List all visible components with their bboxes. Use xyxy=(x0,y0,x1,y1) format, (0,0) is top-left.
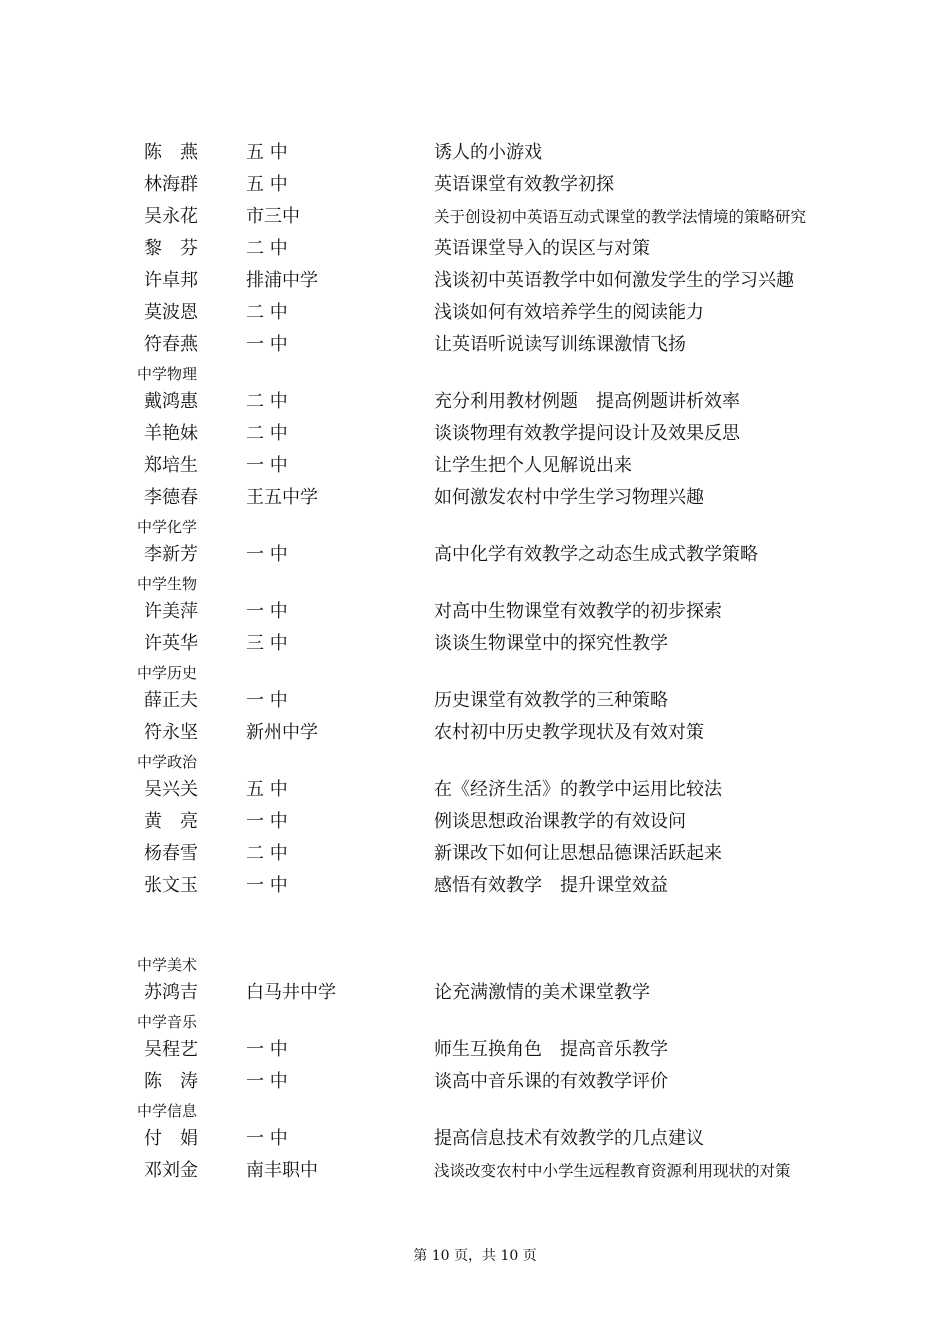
author-name: 吴永花 xyxy=(144,206,198,227)
author-name: 李德春 xyxy=(144,487,198,508)
paper-row xyxy=(0,265,950,297)
paper-title: 充分利用教材例题 提高例题讲析效率 xyxy=(434,391,740,412)
school-name: 新州中学 xyxy=(246,722,318,743)
school-name: 二 中 xyxy=(246,391,288,412)
paper-row xyxy=(0,169,950,201)
school-name: 五 中 xyxy=(246,779,288,800)
school-name: 一 中 xyxy=(246,690,288,711)
school-name: 二 中 xyxy=(246,423,288,444)
paper-row xyxy=(0,297,950,329)
paper-row xyxy=(0,418,950,450)
author-name: 黄 亮 xyxy=(144,811,198,832)
paper-row xyxy=(0,1155,950,1187)
paper-title: 浅谈如何有效培养学生的阅读能力 xyxy=(434,302,704,323)
school-name: 三 中 xyxy=(246,633,288,654)
paper-row xyxy=(0,137,950,169)
paper-title: 谈谈物理有效教学提问设计及效果反思 xyxy=(434,423,740,444)
author-name: 苏鸿吉 xyxy=(144,982,198,1003)
paper-row xyxy=(0,838,950,870)
paper-title: 感悟有效教学 提升课堂效益 xyxy=(434,875,668,896)
author-name: 符春燕 xyxy=(144,334,198,355)
author-name: 陈 燕 xyxy=(144,142,198,163)
author-name: 黎 芬 xyxy=(144,238,198,259)
paper-row xyxy=(0,201,950,233)
author-name: 吴程艺 xyxy=(144,1039,198,1060)
paper-row xyxy=(0,233,950,265)
school-name: 二 中 xyxy=(246,238,288,259)
paper-title: 浅谈初中英语教学中如何激发学生的学习兴趣 xyxy=(434,270,794,291)
paper-title: 例谈思想政治课教学的有效设问 xyxy=(434,811,686,832)
author-name: 许英华 xyxy=(144,633,198,654)
paper-row xyxy=(0,1034,950,1066)
paper-row xyxy=(0,482,950,514)
school-name: 一 中 xyxy=(246,1039,288,1060)
category-heading: 中学美术 xyxy=(137,956,198,974)
school-name: 南丰职中 xyxy=(246,1160,318,1181)
author-name: 吴兴关 xyxy=(144,779,198,800)
school-name: 排浦中学 xyxy=(246,270,318,291)
author-name: 莫波恩 xyxy=(144,302,198,323)
paper-title: 关于创设初中英语互动式课堂的教学法情境的策略研究 xyxy=(434,208,807,226)
school-name: 市三中 xyxy=(246,206,300,227)
school-name: 五 中 xyxy=(246,174,288,195)
category-heading: 中学化学 xyxy=(137,518,198,536)
paper-row xyxy=(0,870,950,902)
paper-title: 浅谈改变农村中小学生远程教育资源利用现状的对策 xyxy=(434,1162,791,1180)
category-heading: 中学政治 xyxy=(137,753,198,771)
school-name: 白马井中学 xyxy=(246,982,336,1003)
category-heading: 中学历史 xyxy=(137,664,198,682)
category-heading: 中学信息 xyxy=(137,1102,198,1120)
paper-row xyxy=(0,806,950,838)
author-name: 杨春雪 xyxy=(144,843,198,864)
paper-title: 英语课堂导入的误区与对策 xyxy=(434,238,650,259)
author-name: 张文玉 xyxy=(144,875,198,896)
paper-title: 高中化学有效教学之动态生成式教学策略 xyxy=(434,544,758,565)
paper-title: 农村初中历史教学现状及有效对策 xyxy=(434,722,704,743)
author-name: 郑培生 xyxy=(144,455,198,476)
category-heading: 中学物理 xyxy=(137,365,198,383)
paper-row xyxy=(0,628,950,660)
paper-title: 对高中生物课堂有效教学的初步探索 xyxy=(434,601,722,622)
paper-title: 让英语听说读写训练课激情飞扬 xyxy=(434,334,686,355)
paper-title: 师生互换角色 提高音乐教学 xyxy=(434,1039,668,1060)
paper-title: 新课改下如何让思想品德课活跃起来 xyxy=(434,843,722,864)
category-heading: 中学音乐 xyxy=(137,1013,198,1031)
school-name: 一 中 xyxy=(246,1071,288,1092)
school-name: 一 中 xyxy=(246,601,288,622)
author-name: 许卓邦 xyxy=(144,270,198,291)
author-name: 李新芳 xyxy=(144,544,198,565)
paper-row xyxy=(0,717,950,749)
author-name: 戴鸿惠 xyxy=(144,391,198,412)
paper-row xyxy=(0,450,950,482)
author-name: 林海群 xyxy=(144,174,198,195)
paper-title: 谈高中音乐课的有效教学评价 xyxy=(434,1071,668,1092)
school-name: 一 中 xyxy=(246,334,288,355)
page-footer: 第 10 页，共 10 页 xyxy=(413,1248,537,1264)
school-name: 王五中学 xyxy=(246,487,318,508)
paper-row xyxy=(0,1066,950,1098)
paper-title: 谈谈生物课堂中的探究性教学 xyxy=(434,633,668,654)
paper-row xyxy=(0,774,950,806)
school-name: 五 中 xyxy=(246,142,288,163)
paper-title: 让学生把个人见解说出来 xyxy=(434,455,632,476)
paper-row xyxy=(0,596,950,628)
school-name: 二 中 xyxy=(246,843,288,864)
school-name: 一 中 xyxy=(246,875,288,896)
author-name: 许美萍 xyxy=(144,601,198,622)
paper-row xyxy=(0,386,950,418)
school-name: 一 中 xyxy=(246,811,288,832)
paper-title: 诱人的小游戏 xyxy=(434,142,542,163)
author-name: 羊艳妹 xyxy=(144,423,198,444)
school-name: 一 中 xyxy=(246,544,288,565)
category-heading: 中学生物 xyxy=(137,575,198,593)
author-name: 符永坚 xyxy=(144,722,198,743)
paper-title: 英语课堂有效教学初探 xyxy=(434,174,614,195)
school-name: 一 中 xyxy=(246,455,288,476)
paper-row xyxy=(0,1123,950,1155)
paper-row xyxy=(0,977,950,1009)
author-name: 邓刘金 xyxy=(144,1160,198,1181)
paper-title: 如何激发农村中学生学习物理兴趣 xyxy=(434,487,704,508)
author-name: 薛正夫 xyxy=(144,690,198,711)
school-name: 二 中 xyxy=(246,302,288,323)
author-name: 陈 涛 xyxy=(144,1071,198,1092)
paper-title: 在《经济生活》的教学中运用比较法 xyxy=(434,779,722,800)
paper-title: 论充满激情的美术课堂教学 xyxy=(434,982,650,1003)
paper-row xyxy=(0,539,950,571)
paper-title: 提高信息技术有效教学的几点建议 xyxy=(434,1128,704,1149)
paper-row xyxy=(0,685,950,717)
author-name: 付 娟 xyxy=(144,1128,198,1149)
paper-row xyxy=(0,329,950,361)
paper-title: 历史课堂有效教学的三种策略 xyxy=(434,690,668,711)
school-name: 一 中 xyxy=(246,1128,288,1149)
